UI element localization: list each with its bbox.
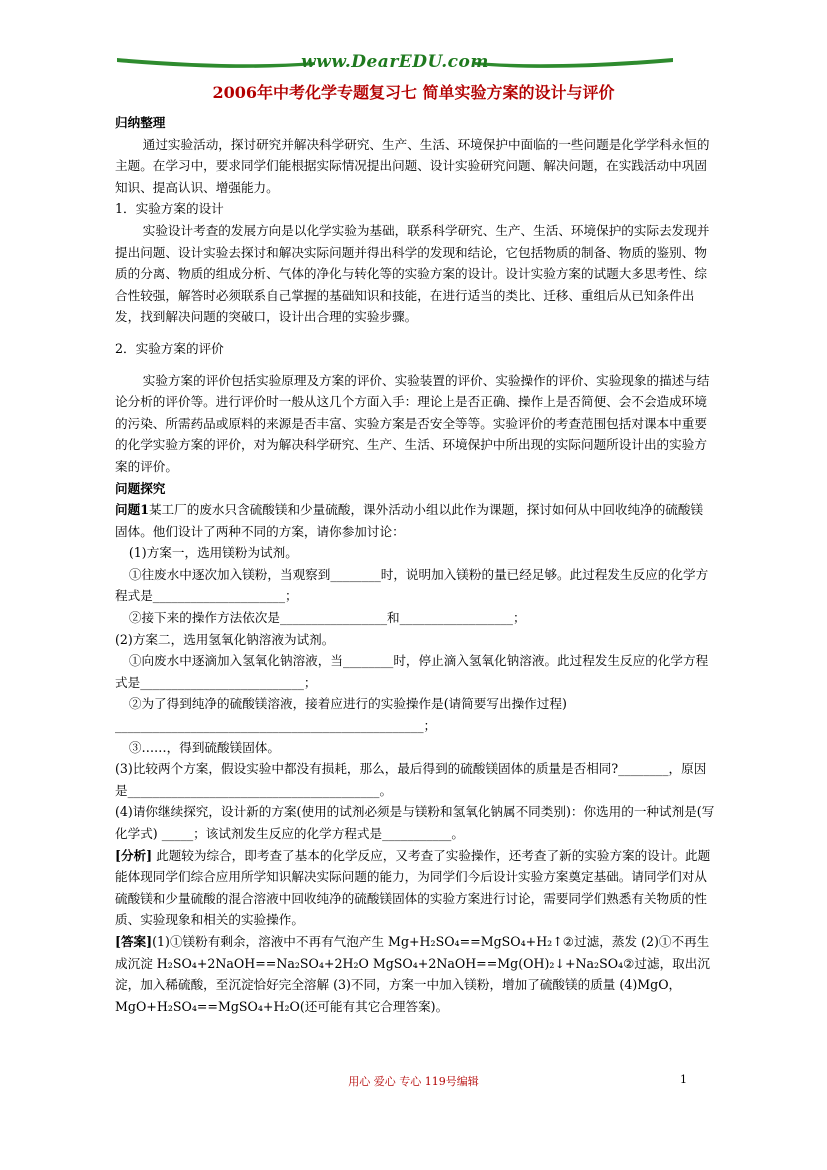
- summary-paragraph: 通过实验活动，探讨研究并解决科学研究、生产、生活、环境保护中面临的一些问题是化学学科永恒的主题。在学习中，要求同学们能根据实际情况提出问题、设计实验研究问题、解决问题，在实践活动中巩固知识、提高认识、增强能力。: [115, 136, 710, 195]
- q1-part-3: (3)比较两个方案，假设实验中都没有损耗，那么，最后得到的硫酸镁固体的质量是否相同?________，原因是________________________________________。: [115, 761, 707, 798]
- page-number: 1: [680, 1073, 687, 1086]
- question-1-intro: [115, 499, 715, 542]
- q1-part-2b-blank: _________________________________________________；: [115, 718, 437, 734]
- q1-part-2c: ③……，得到硫酸镁固体。: [128, 739, 280, 755]
- answer-paragraph: [115, 931, 715, 1017]
- analysis-text: 此题较为综合，即考查了基本的化学反应，又考查了实验操作，还考查了新的实验方案的设计。此题能体现同学们综合应用所学知识解决实际问题的能力，为同学们今后设计实验方案奠定基础。请同学们对从硫酸镁和少量硫酸的混合溶液中回收纯净的硫酸镁固体的实验方案进行讨论，需要同学们熟悉有关物质的性质、实验现象和相关的实验操作。: [115, 847, 711, 928]
- q1-part-1b: ②接下来的操作方法依次是_________________和__________________；: [128, 610, 526, 626]
- site-name[interactable]: www.DearEDU.com: [301, 52, 489, 72]
- q1-part-1: (1)方案一，选用镁粉为试剂。: [128, 545, 298, 561]
- inquiry-heading: 问题探究: [115, 480, 166, 496]
- document-body: [115, 112, 715, 1017]
- analysis-label: [分析]: [115, 847, 153, 863]
- analysis-paragraph: [115, 845, 715, 931]
- q1-part-2a: ①向废水中逐滴加入氢氧化钠溶液，当________时，停止滴入氢氧化钠溶液。此过程发生反应的化学方程式是__________________________；: [115, 653, 709, 690]
- answer-text: (1)①镁粉有剩余，溶液中不再有气泡产生 Mg+H₂SO₄==MgSO₄+H₂↑②过滤，蒸发 (2)①不再生成沉淀 H₂SO₄+2NaOH==Na₂SO₄+2H₂O MgSO₄+2NaOH==Mg(OH)₂↓+Na₂SO₄②过滤，取出沉淀，加入稀硫酸，至沉淀恰好完全溶解 (3)不同，方案一中加入镁粉，增加了硫酸镁的质量 (4)MgO，MgO+H₂SO₄==MgSO₄+H₂O(还可能有其它合理答案)。: [115, 933, 710, 1014]
- answer-label: [答案]: [115, 933, 153, 949]
- q1-part-2b: ②为了得到纯净的硫酸镁溶液，接着应进行的实验操作是(请简要写出操作过程): [128, 696, 567, 712]
- evaluation-paragraph: 实验方案的评价包括实验原理及方案的评价、实验装置的评价、实验操作的评价、实验现象的描述与结论分析的评价等。进行评价时一般从这几个方面入手：理论上是否正确、操作上是否简便、会不会造成环境的污染、所需药品或原料的来源是否丰富、实验方案是否安全等等。实验评价的考查范围包括对课本中重要的化学实验方案的评价，对为解决科学研究、生产、生活、环境保护中所出现的实际问题所设计出的实验方案的评价。: [115, 372, 710, 474]
- footer-slogan: 用心 爱心 专心 119号编辑: [348, 1075, 479, 1088]
- q1-part-1a: ①往废水中逐次加入镁粉，当观察到________时，说明加入镁粉的量已经足够。此过程发生反应的化学方程式是_____________________；: [115, 566, 709, 604]
- site-banner: [115, 48, 675, 78]
- question-label: 问题1: [115, 502, 149, 518]
- evaluation-heading: 2．实验方案的评价: [115, 340, 224, 356]
- q1-part-4: (4)请你继续探究，设计新的方案(使用的试剂必须是与镁粉和氢氧化钠属不同类别)：你选用的一种试剂是(写化学式) _____；该试剂发生反应的化学方程式是___________。: [115, 804, 715, 841]
- q1-part-2: (2)方案二，选用氢氧化钠溶液为试剂。: [115, 631, 335, 647]
- question-text: 某工厂的废水只含硫酸镁和少量硫酸，课外活动小组以此作为课题，探讨如何从中回收纯净的硫酸镁固体。他们设计了两种不同的方案，请你参加讨论：: [115, 502, 704, 539]
- design-paragraph: 实验设计考查的发展方向是以化学实验为基础，联系科学研究、生产、生活、环境保护的实际去发现并提出问题、设计实验去探讨和解决实际问题并得出科学的发现和结论，它包括物质的制备、物质的鉴别、物质的分离、物质的组成分析、气体的净化与转化等的实验方案的设计。设计实验方案的试题大多思考性、综合性较强，解答时必须联系自己掌握的基础知识和技能，在进行适当的类比、迁移、重组后从已知条件出发，找到解决问题的突破口，设计出合理的实验步骤。: [115, 222, 710, 325]
- summary-heading: 归纳整理: [115, 115, 166, 130]
- document-title: 2006年中考化学专题复习七 简单实验方案的设计与评价: [212, 83, 615, 102]
- design-heading: 1．实验方案的设计: [115, 201, 224, 217]
